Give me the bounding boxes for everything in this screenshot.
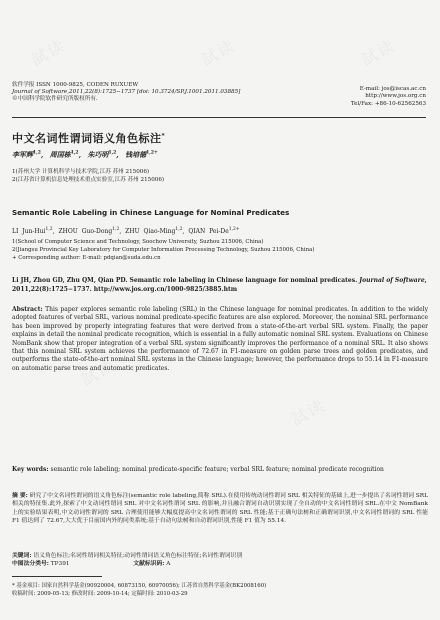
cn-author: 朱巧明$^{1,2}$ — [87, 150, 117, 159]
chinese-affiliations — [12, 168, 164, 184]
chinese-abstract — [12, 492, 428, 526]
chinese-meta — [12, 552, 428, 569]
citation-text: Li JH, Zhou GD, Zhu QM, Qian PD. Semantic role labeling in Chinese language for nominal predicates. — [12, 277, 358, 284]
cn-abstract-text: 研究了中文名词性谓词的语义角色标注(semantic role labeling,简称 SRL).在使用传统动词性谓词 SRL 相关特征的基础上,进一步提出了名词性谓词 SRL 相关的特征集.此外,探索了中文动词性谓词 SRL 对中文名词性谓词 SRL 的影响,并且融合谓词自动识别实现了全自动的中文名词性谓词 SRL.在中文 NomBank 上的实验结果表明,中文动词性谓词的 SRL 合理使用能够大幅度提高中文名词性谓词的 SRL 性能;基于正确句法树和正确谓词识别,中文名词性谓词的 SRL 性能 F1 值达到了 72.67,大大优于目前国内外的同类系统;基于自动句法树和自动谓词识别,性能 F1 值为 55.14. — [12, 493, 428, 525]
cn-abstract-label: 摘 要: — [12, 493, 28, 499]
abstract-text: This paper explores semantic role labeling (SRL) in the Chinese language for nominal predicates. In addition to the widely adopted features of verbal SRL, various nominal predicate-specific features are also explored. Moreover, the nominal SRL performance has been improved by properly integrating features that were derived from a state-of-the-art verbal SRL system. Finally, the paper explains in detail the nominal predicate recognition, which is essential in a fully automatic nominal SRL system. Evaluations on Chinese NomBank show that proper integration of a verbal SRL system significantly improves the performance of a nominal SRL. It also shows that this nominal SRL system achieves the performance of 72.67 in F1-measure on golden parse trees and golden predicates, and outperforms the state-of-the-art nominal SRL systems in the Chinese language; however, the performance drops to 55.14 in F1-measure on automatic parse trees and automatic predicates. — [12, 306, 428, 372]
citation-url[interactable]: , 2011,22(8):1725−1737. http://www.jos.org.cn/1000-9825/3885.htm — [12, 277, 427, 293]
dates-note: 收稿时间: 2009-05-13; 修改时间: 2009-10-14; 定稿时间: 2010-03-29 — [12, 591, 188, 597]
en-affiliation: 2(Jiangsu Provincial Key Laboratory for Computer Information Processing Technology, Suzhou 215006, China) — [12, 247, 315, 253]
en-author: ZHU Qiao-Ming$^{1,2}$ — [125, 227, 183, 235]
citation-journal: Journal of Software — [359, 277, 425, 284]
en-affiliation: 1(School of Computer Science and Technology, Soochow University, Suzhou 215006, China) — [12, 239, 264, 245]
title-footnote-mark: * — [161, 132, 166, 140]
cn-author: 钱培德$^{1,2+}$ — [125, 150, 158, 159]
citation-block — [12, 277, 428, 294]
watermark: 試读 — [28, 35, 69, 70]
journal-header — [12, 82, 312, 104]
cn-affiliation: 2(江苏省计算机信息处理技术重点实验室,江苏 苏州 215006) — [12, 177, 165, 184]
journal-citation-line: Journal of Software,2011,22(8):1725−1737 [doi: 10.3724/SP.J.1001.2011.03885] — [12, 89, 241, 96]
cn-affiliation: 1(苏州大学 计算机科学与技术学院,江苏 苏州 215006) — [12, 169, 150, 175]
journal-url[interactable]: http://www.jos.org.cn — [365, 93, 426, 100]
cn-author: 李军辉$^{1,2}$ — [12, 150, 41, 159]
keywords-label: Key words: — [12, 466, 49, 473]
en-author: QIAN Pei-$De^{1,2+}$ — [188, 227, 240, 235]
english-authors: LI Jun-Hui$^{1,2}$, ZHOU Guo-Dong$^{1,2}$, ZHU Qiao-Ming$^{1,2}$, QIAN Pei-$De^{1,2+}$ — [12, 227, 240, 235]
en-author: ZHOU Guo-Dong$^{1,2}$ — [58, 227, 120, 235]
english-affiliations — [12, 238, 422, 262]
chinese-authors: 李军辉$^{1,2}$, 周国栋$^{1,2}$, 朱巧明$^{1,2}$, 钱培德$^{1,2+}$ — [12, 150, 158, 159]
header-divider — [12, 117, 426, 118]
watermark: 試读 — [198, 35, 239, 70]
watermark: 試读 — [288, 395, 329, 430]
keywords-text: semantic role labeling; nominal predicate-specific feature; verbal SRL feature; nominal predicate recognition — [50, 466, 384, 473]
chinese-title — [12, 130, 165, 146]
watermark: 試读 — [78, 355, 119, 390]
classification: 中图法分类号: TP391 文献标识码: A — [12, 561, 171, 568]
journal-tel: Tel/Fax: +86-10-62562563 — [350, 100, 426, 107]
corresponding-author: + Corresponding author: E-mail: pdqian@suda.edu.cn — [12, 255, 161, 261]
english-title: Semantic Role Labeling in Chinese Language for Nominal Predicates — [12, 208, 290, 217]
chinese-title-text: 中文名词性谓词语义角色标注 — [12, 132, 162, 145]
english-abstract — [12, 306, 428, 373]
funding-note: * 基金项目: 国家自然科学基金(90920004, 60873150, 60970056); 江苏省自然科学基金(BK2008160) — [12, 583, 267, 589]
footnote-block — [12, 582, 428, 598]
footnote-divider — [12, 576, 102, 577]
journal-contact — [351, 86, 426, 108]
en-author: LI Jun-Hui$^{1,2}$ — [12, 227, 53, 235]
cn-keywords: 关键词: 语义角色标注;名词性谓词相关特征;动词性谓词语义角色标注特征;名词性谓词识别 — [12, 553, 243, 559]
watermark: 試读 — [358, 35, 399, 70]
journal-email[interactable]: E-mail: jos@iscas.ac.cn — [359, 86, 426, 92]
english-keywords — [12, 466, 428, 474]
cn-author: 周国栋$^{1,2}$ — [49, 150, 79, 159]
abstract-label: Abstract: — [12, 306, 43, 313]
journal-issn: 软件学报 ISSN 1000-9825, CODEN RUXUEW — [12, 82, 139, 88]
copyright-line: ©中国科学院软件研究所版权所有. — [12, 96, 98, 103]
